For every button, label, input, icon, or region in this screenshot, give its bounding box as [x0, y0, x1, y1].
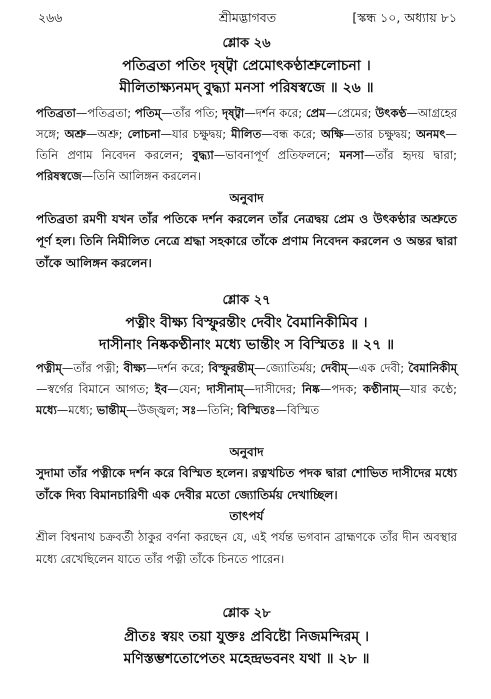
synonym-word: বিস্মিতঃ: [237, 403, 276, 417]
verse-27-translation-heading-block: [36, 444, 457, 464]
synonym-word: অক্ষি: [320, 127, 344, 141]
synonym-word: বিস্ফুরন্তীম্: [208, 361, 255, 375]
verse-28-heading: শ্লোক ২৮: [222, 606, 271, 621]
verse-28-heading-block: [36, 604, 457, 625]
synonym-word: লোচনা: [127, 127, 161, 141]
synonym-word: পত্নীম্: [36, 361, 62, 375]
verse-27-sanskrit: [36, 312, 457, 356]
synonym-word: বুদ্ধ্যা: [192, 148, 214, 162]
verse-27-purport-heading-block: [36, 508, 457, 528]
synonym-word: প্রেম: [305, 106, 326, 120]
verse-26-sanskrit: [36, 55, 457, 99]
synonym-word: অনমৎ: [416, 127, 446, 141]
synonym-word: পরিষস্বজে: [36, 169, 82, 183]
synonym-meaning: যার চক্ষুদ্বয়;: [171, 127, 232, 141]
verse-26-heading: শ্লোক ২৬: [222, 36, 271, 51]
synonym-word: দেবীম্: [320, 361, 348, 375]
synonym-meaning: স্বর্গের বিমানে আগত;: [47, 382, 155, 396]
page-number: ২৬৬: [38, 10, 63, 25]
synonym-word: সঃ: [182, 403, 197, 417]
synonym-meaning: ভাবনাপূর্ণ প্রতিফলনে;: [225, 148, 340, 162]
verse-28-line-2: মণিস্তম্ভশতোপেতং মহেন্দ্রভবনং যথা ॥ ২৮ ॥: [123, 651, 370, 667]
synonym-word: মীলিত: [231, 127, 262, 141]
synonym-meaning: তিনি প্রণাম নিবেদন করলেন;: [36, 148, 193, 162]
synonym-meaning: তিনি;: [207, 403, 238, 417]
synonym-word: পতিব্রতা: [36, 106, 76, 120]
verse-26-line-2: মীলিতাক্ষ্যনমদ্ বুদ্ধ্যা মনসা পরিষস্বজে ॥ ২৬ ॥: [119, 80, 374, 96]
synonym-meaning: পতিব্রতা;: [87, 106, 135, 120]
verse-27-line-2: দাসীনাং নিষ্ককণ্ঠীনাং মধ্যে ভান্তীং স বিস্মিতঃ ॥ ২৭ ॥: [99, 337, 394, 353]
synonym-meaning: বিস্মিত: [287, 403, 320, 417]
synonym-word: বৈমানিকীম্: [408, 361, 457, 375]
verse-27-translation: সুদামা তাঁর পত্নীকে দর্শন করে বিস্মিত হলেন। রত্নখচিত পদক দ্বারা শোভিত দাসীদের মধ্যে তাঁকে দিব্য বিমানচারিণী এক দেবীর মতো জ্যোতির্ময় দেখাচ্ছিল।: [36, 466, 457, 502]
synonym-meaning: আগ্রহের সঙ্গে;: [36, 106, 457, 141]
synonym-meaning: দাসীদের;: [255, 382, 302, 396]
synonym-word: দাসীনাম্: [206, 382, 244, 396]
verse-28-line-1: প্রীতঃ স্বয়ং তয়া যুক্তঃ প্রবিষ্টো নিজমন্দিরম্ ।: [123, 629, 370, 645]
verse-27-purport-heading: তাৎপর্য: [229, 509, 264, 523]
synonym-word: দৃষ্ট্বা: [222, 106, 245, 120]
synonym-word: মনসা: [339, 148, 364, 162]
synonym-meaning: তাঁর পত্নী;: [73, 361, 124, 375]
verse-28-sanskrit: [36, 626, 457, 670]
synonym-meaning: তাঁর হৃদয় দ্বারা;: [375, 148, 457, 162]
verse-27-line-1: পত্নীং বীক্ষ্য বিস্ফুরন্তীং দেবীং বৈমানিকীমিব ।: [125, 315, 368, 331]
verse-26-translation-heading: অনুবাদ: [229, 191, 264, 205]
synonym-meaning: যার কণ্ঠে;: [410, 382, 457, 396]
verse-27-translation-heading: অনুবাদ: [229, 445, 264, 459]
verse-26-synonyms: পতিব্রতা—পতিব্রতা; পতিম্—তাঁর পতি; দৃষ্ট্বা—দর্শন করে; প্রেম—প্রেমের; উৎকণ্ঠ—আগ্রহের সঙ্গে; অশ্রু—অশ্রু; লোচনা—যার চক্ষুদ্বয়; মীলিত—বন্ধ করে; অক্ষি—তার চক্ষুদ্বয়; অনমৎ—তিনি প্রণাম নিবেদন করলেন; বুদ্ধ্যা—ভাবনাপূর্ণ প্রতিফলনে; মনসা—তাঁর হৃদয় দ্বারা; পরিষস্বজে—তিনি আলিঙ্গন করলেন।: [36, 106, 458, 183]
running-header: [38, 10, 457, 30]
verse-26-heading-block: [36, 34, 457, 55]
verse-27-heading: শ্লোক ২৭: [222, 293, 271, 308]
synonym-meaning: পদক;: [331, 382, 363, 396]
synonym-word: বীক্ষ্য: [123, 361, 146, 375]
synonym-meaning: তাঁর পতি;: [172, 106, 223, 120]
synonym-meaning: দর্শন করে;: [255, 106, 306, 120]
synonym-meaning: অশ্রু;: [97, 127, 128, 141]
synonym-word: কণ্ঠীনাম্: [362, 382, 399, 396]
synonym-meaning: এক দেবী;: [358, 361, 409, 375]
verse-26-line-1: পতিব্রতা পতিং দৃষ্ট্বা প্রেমোৎকণ্ঠাশ্রুলোচনা ।: [122, 58, 371, 74]
synonym-word: নিষ্ক: [301, 382, 320, 396]
synonym-meaning: মধ্যে;: [68, 403, 97, 417]
synonym-word: পতিম্: [134, 106, 162, 120]
synonym-word: মধ্যে: [36, 403, 57, 417]
synonym-meaning: উজ্জ্বল;: [137, 403, 183, 417]
synonym-meaning: প্রেমের;: [337, 106, 376, 120]
synonym-meaning: তার চক্ষুদ্বয়;: [355, 127, 417, 141]
verse-27-purport: শ্রীল বিশ্বনাথ চক্রবর্তী ঠাকুর বর্ণনা করছেন যে, এই পর্যন্ত ভগবান ব্রাহ্মণকে তাঁর দীন অবস্থার মধ্যে রেখেছিলেন যাতে তাঁর পত্নী তাঁকে চিনতে পারেন।: [36, 530, 457, 566]
chapter-reference: [স্কন্ধ ১০, অধ্যায় ৮১: [352, 10, 457, 25]
synonym-word: ইব: [154, 382, 168, 396]
synonym-meaning: যেন;: [178, 382, 207, 396]
synonym-word: ভান্তীম্: [96, 403, 127, 417]
synonym-word: অশ্রু: [64, 127, 86, 141]
verse-26-translation: পতিব্রতা রমণী যখন তাঁর পতিকে দর্শন করলেন তাঁর নেত্রদ্বয় প্রেম ও উৎকণ্ঠার অশ্রুতে পূর্ণ হল। তিনি নিমীলিত নেত্রে শ্রদ্ধা সহকারে তাঁকে প্রণাম নিবেদন করলেন ও অন্তর দ্বারা তাঁকে আলিঙ্গন করলেন।: [36, 212, 457, 270]
synonym-meaning: দর্শন করে;: [157, 361, 209, 375]
verse-27-synonyms: পত্নীম্—তাঁর পত্নী; বীক্ষ্য—দর্শন করে; বিস্ফুরন্তীম্—জ্যোতির্ময়; দেবীম্—এক দেবী; বৈমানিকীম্—স্বর্গের বিমানে আগত; ইব—যেন; দাসীনাম্—দাসীদের; নিষ্ক—পদক; কণ্ঠীনাম্—যার কণ্ঠে; মধ্যে—মধ্যে; ভান্তীম্—উজ্জ্বল; সঃ—তিনি; বিস্মিতঃ—বিস্মিত: [36, 361, 457, 417]
synonym-meaning: তিনি আলিঙ্গন করলেন।: [93, 169, 201, 183]
verse-27-heading-block: [36, 291, 457, 312]
book-title: শ্রীমদ্ভাগবত: [218, 10, 277, 25]
verse-26-translation-heading-block: [36, 190, 457, 210]
synonym-meaning: জ্যোতির্ময়;: [265, 361, 321, 375]
synonym-word: উৎকণ্ঠ: [375, 106, 407, 120]
synonym-meaning: বন্ধ করে;: [272, 127, 321, 141]
